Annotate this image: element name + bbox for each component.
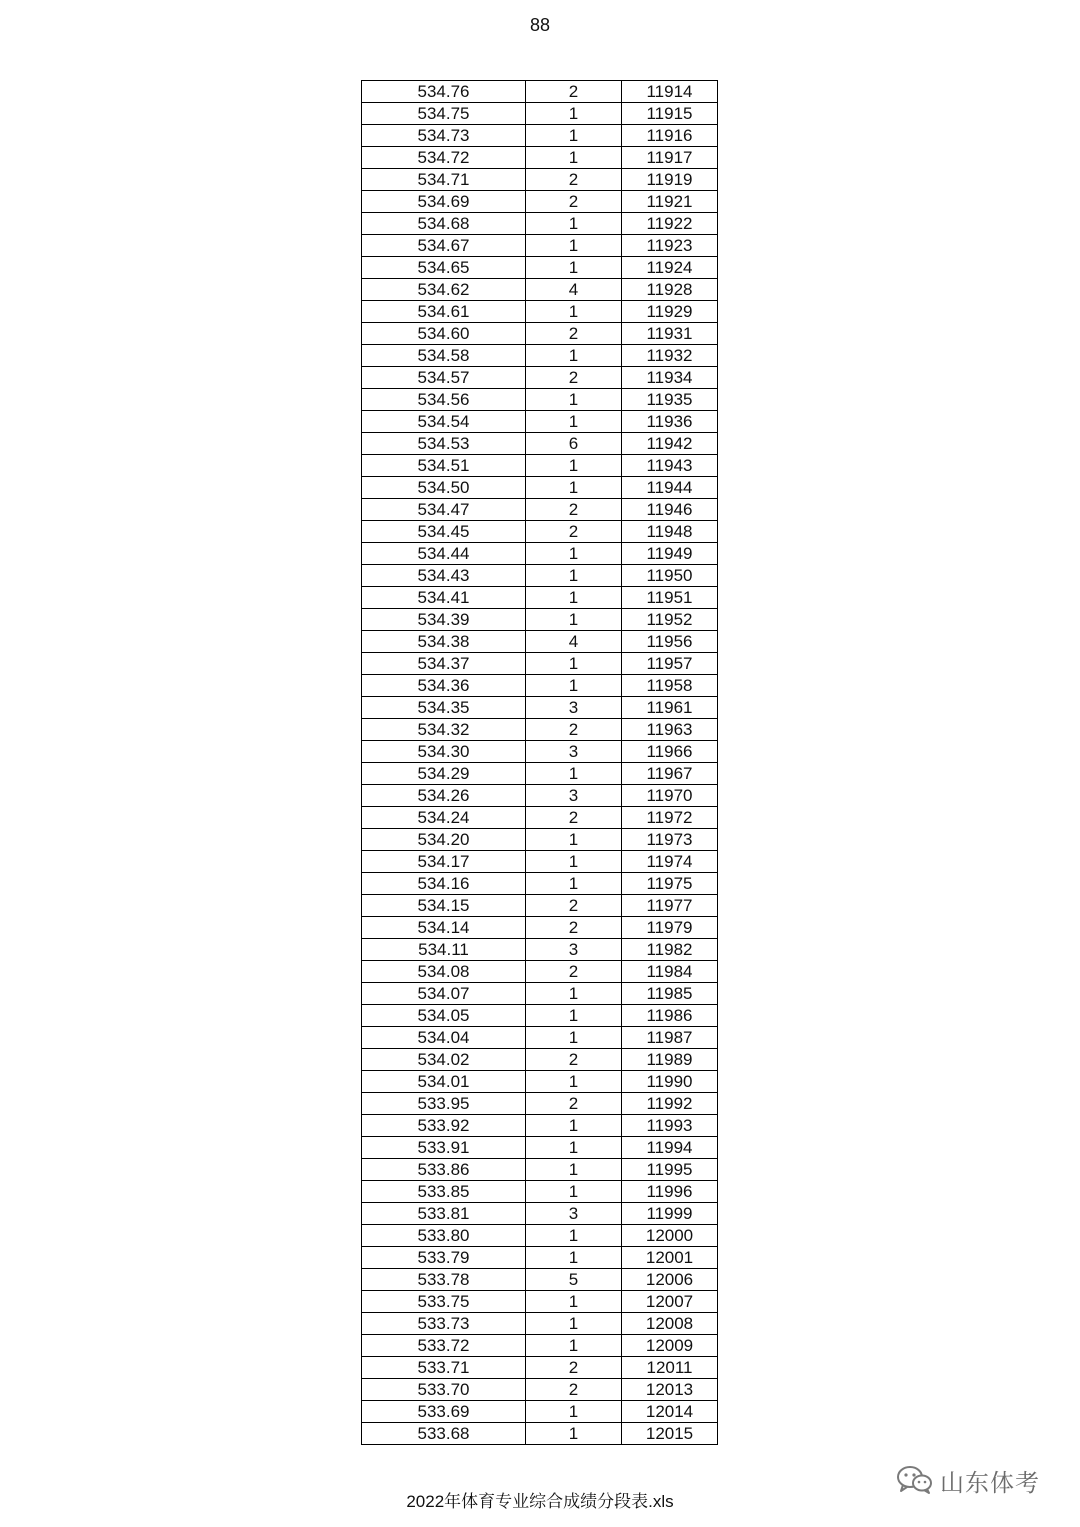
cumulative-cell: 11929 <box>622 301 718 323</box>
cumulative-cell: 11915 <box>622 103 718 125</box>
count-cell: 2 <box>526 1093 622 1115</box>
cumulative-cell: 12008 <box>622 1313 718 1335</box>
score-cell: 534.07 <box>362 983 526 1005</box>
table-row <box>362 1379 718 1401</box>
count-cell: 1 <box>526 103 622 125</box>
cumulative-cell: 12009 <box>622 1335 718 1357</box>
score-cell: 534.30 <box>362 741 526 763</box>
cumulative-cell: 11948 <box>622 521 718 543</box>
table-row <box>362 345 718 367</box>
cumulative-cell: 12006 <box>622 1269 718 1291</box>
table-row <box>362 235 718 257</box>
table-row <box>362 1027 718 1049</box>
cumulative-cell: 11949 <box>622 543 718 565</box>
count-cell: 1 <box>526 609 622 631</box>
table-row <box>362 499 718 521</box>
count-cell: 2 <box>526 367 622 389</box>
cumulative-cell: 11963 <box>622 719 718 741</box>
count-cell: 1 <box>526 1423 622 1445</box>
table-row <box>362 1005 718 1027</box>
cumulative-cell: 11931 <box>622 323 718 345</box>
score-cell: 534.58 <box>362 345 526 367</box>
table-row <box>362 829 718 851</box>
cumulative-cell: 11919 <box>622 169 718 191</box>
score-distribution-table <box>361 80 718 1445</box>
score-cell: 534.04 <box>362 1027 526 1049</box>
table-row <box>362 1159 718 1181</box>
table-row <box>362 697 718 719</box>
table-row <box>362 147 718 169</box>
count-cell: 1 <box>526 1137 622 1159</box>
score-cell: 533.69 <box>362 1401 526 1423</box>
table-row <box>362 257 718 279</box>
score-cell: 533.71 <box>362 1357 526 1379</box>
table-row <box>362 807 718 829</box>
score-cell: 534.44 <box>362 543 526 565</box>
score-cell: 534.32 <box>362 719 526 741</box>
count-cell: 1 <box>526 411 622 433</box>
table-row <box>362 741 718 763</box>
count-cell: 3 <box>526 939 622 961</box>
score-cell: 534.56 <box>362 389 526 411</box>
score-cell: 534.26 <box>362 785 526 807</box>
score-cell: 534.54 <box>362 411 526 433</box>
count-cell: 1 <box>526 675 622 697</box>
count-cell: 1 <box>526 1247 622 1269</box>
table-row <box>362 565 718 587</box>
cumulative-cell: 11982 <box>622 939 718 961</box>
table-row <box>362 521 718 543</box>
table-row <box>362 1093 718 1115</box>
table-row <box>362 191 718 213</box>
count-cell: 1 <box>526 1181 622 1203</box>
count-cell: 1 <box>526 1115 622 1137</box>
count-cell: 1 <box>526 125 622 147</box>
cumulative-cell: 11979 <box>622 917 718 939</box>
table-row <box>362 961 718 983</box>
cumulative-cell: 11922 <box>622 213 718 235</box>
table-row <box>362 1247 718 1269</box>
count-cell: 1 <box>526 873 622 895</box>
cumulative-cell: 11974 <box>622 851 718 873</box>
table-body <box>362 81 718 1445</box>
count-cell: 1 <box>526 1291 622 1313</box>
cumulative-cell: 11944 <box>622 477 718 499</box>
table-row <box>362 279 718 301</box>
score-cell: 534.45 <box>362 521 526 543</box>
count-cell: 1 <box>526 653 622 675</box>
score-cell: 533.91 <box>362 1137 526 1159</box>
score-cell: 534.14 <box>362 917 526 939</box>
table-row <box>362 455 718 477</box>
table-row <box>362 653 718 675</box>
count-cell: 1 <box>526 1159 622 1181</box>
table-row <box>362 631 718 653</box>
count-cell: 1 <box>526 1071 622 1093</box>
count-cell: 2 <box>526 499 622 521</box>
table-row <box>362 1357 718 1379</box>
count-cell: 1 <box>526 213 622 235</box>
table-row <box>362 1181 718 1203</box>
cumulative-cell: 11916 <box>622 125 718 147</box>
count-cell: 3 <box>526 697 622 719</box>
cumulative-cell: 11992 <box>622 1093 718 1115</box>
score-cell: 534.71 <box>362 169 526 191</box>
table-row <box>362 1423 718 1445</box>
table-row <box>362 81 718 103</box>
score-cell: 534.62 <box>362 279 526 301</box>
count-cell: 2 <box>526 521 622 543</box>
cumulative-cell: 11994 <box>622 1137 718 1159</box>
table-row <box>362 1269 718 1291</box>
cumulative-cell: 11914 <box>622 81 718 103</box>
cumulative-cell: 11923 <box>622 235 718 257</box>
count-cell: 1 <box>526 1313 622 1335</box>
cumulative-cell: 11950 <box>622 565 718 587</box>
count-cell: 1 <box>526 1027 622 1049</box>
table-row <box>362 675 718 697</box>
score-cell: 534.72 <box>362 147 526 169</box>
count-cell: 1 <box>526 1401 622 1423</box>
table-row <box>362 125 718 147</box>
score-cell: 534.16 <box>362 873 526 895</box>
cumulative-cell: 12007 <box>622 1291 718 1313</box>
table-row <box>362 939 718 961</box>
score-cell: 534.67 <box>362 235 526 257</box>
watermark-text: 山东体考 <box>940 1468 1040 1497</box>
cumulative-cell: 12014 <box>622 1401 718 1423</box>
cumulative-cell: 11934 <box>622 367 718 389</box>
count-cell: 1 <box>526 235 622 257</box>
cumulative-cell: 11975 <box>622 873 718 895</box>
table-row <box>362 851 718 873</box>
count-cell: 1 <box>526 257 622 279</box>
score-cell: 534.15 <box>362 895 526 917</box>
score-cell: 533.70 <box>362 1379 526 1401</box>
score-cell: 533.73 <box>362 1313 526 1335</box>
table-row <box>362 763 718 785</box>
score-cell: 533.92 <box>362 1115 526 1137</box>
table-row <box>362 103 718 125</box>
cumulative-cell: 11924 <box>622 257 718 279</box>
count-cell: 2 <box>526 719 622 741</box>
score-cell: 534.17 <box>362 851 526 873</box>
count-cell: 4 <box>526 279 622 301</box>
score-cell: 533.80 <box>362 1225 526 1247</box>
score-cell: 534.53 <box>362 433 526 455</box>
cumulative-cell: 11958 <box>622 675 718 697</box>
count-cell: 1 <box>526 983 622 1005</box>
score-cell: 534.57 <box>362 367 526 389</box>
score-cell: 534.29 <box>362 763 526 785</box>
score-cell: 533.78 <box>362 1269 526 1291</box>
score-table-container <box>361 80 718 1445</box>
score-cell: 533.95 <box>362 1093 526 1115</box>
score-cell: 533.68 <box>362 1423 526 1445</box>
score-cell: 534.36 <box>362 675 526 697</box>
score-cell: 534.41 <box>362 587 526 609</box>
cumulative-cell: 11917 <box>622 147 718 169</box>
score-cell: 534.02 <box>362 1049 526 1071</box>
table-row <box>362 1203 718 1225</box>
count-cell: 2 <box>526 1379 622 1401</box>
count-cell: 1 <box>526 301 622 323</box>
count-cell: 2 <box>526 1357 622 1379</box>
score-cell: 534.61 <box>362 301 526 323</box>
cumulative-cell: 11972 <box>622 807 718 829</box>
count-cell: 2 <box>526 169 622 191</box>
count-cell: 2 <box>526 895 622 917</box>
cumulative-cell: 11951 <box>622 587 718 609</box>
cumulative-cell: 11999 <box>622 1203 718 1225</box>
cumulative-cell: 11967 <box>622 763 718 785</box>
score-cell: 534.37 <box>362 653 526 675</box>
score-cell: 533.75 <box>362 1291 526 1313</box>
count-cell: 2 <box>526 1049 622 1071</box>
count-cell: 1 <box>526 829 622 851</box>
cumulative-cell: 11995 <box>622 1159 718 1181</box>
score-cell: 534.73 <box>362 125 526 147</box>
cumulative-cell: 11957 <box>622 653 718 675</box>
table-row <box>362 1071 718 1093</box>
table-row <box>362 719 718 741</box>
score-cell: 534.76 <box>362 81 526 103</box>
count-cell: 3 <box>526 1203 622 1225</box>
cumulative-cell: 11936 <box>622 411 718 433</box>
score-cell: 534.65 <box>362 257 526 279</box>
count-cell: 2 <box>526 191 622 213</box>
score-cell: 534.68 <box>362 213 526 235</box>
count-cell: 1 <box>526 587 622 609</box>
count-cell: 1 <box>526 565 622 587</box>
count-cell: 2 <box>526 807 622 829</box>
table-row <box>362 1137 718 1159</box>
cumulative-cell: 11990 <box>622 1071 718 1093</box>
score-cell: 534.24 <box>362 807 526 829</box>
score-cell: 533.79 <box>362 1247 526 1269</box>
cumulative-cell: 11985 <box>622 983 718 1005</box>
count-cell: 3 <box>526 741 622 763</box>
table-row <box>362 609 718 631</box>
table-row <box>362 587 718 609</box>
count-cell: 1 <box>526 1005 622 1027</box>
count-cell: 1 <box>526 763 622 785</box>
table-row <box>362 873 718 895</box>
table-row <box>362 389 718 411</box>
score-cell: 534.39 <box>362 609 526 631</box>
score-cell: 533.81 <box>362 1203 526 1225</box>
cumulative-cell: 11966 <box>622 741 718 763</box>
cumulative-cell: 11977 <box>622 895 718 917</box>
table-row <box>362 917 718 939</box>
count-cell: 2 <box>526 323 622 345</box>
score-cell: 534.38 <box>362 631 526 653</box>
score-cell: 534.60 <box>362 323 526 345</box>
cumulative-cell: 11989 <box>622 1049 718 1071</box>
table-row <box>362 301 718 323</box>
score-cell: 533.86 <box>362 1159 526 1181</box>
table-row <box>362 1401 718 1423</box>
table-row <box>362 983 718 1005</box>
cumulative-cell: 11961 <box>622 697 718 719</box>
score-cell: 534.08 <box>362 961 526 983</box>
table-row <box>362 367 718 389</box>
table-row <box>362 1313 718 1335</box>
table-row <box>362 1291 718 1313</box>
table-row <box>362 213 718 235</box>
cumulative-cell: 11932 <box>622 345 718 367</box>
score-cell: 534.69 <box>362 191 526 213</box>
table-row <box>362 543 718 565</box>
count-cell: 3 <box>526 785 622 807</box>
table-row <box>362 169 718 191</box>
count-cell: 5 <box>526 1269 622 1291</box>
cumulative-cell: 11993 <box>622 1115 718 1137</box>
count-cell: 1 <box>526 477 622 499</box>
table-row <box>362 785 718 807</box>
score-cell: 534.01 <box>362 1071 526 1093</box>
count-cell: 1 <box>526 389 622 411</box>
table-row <box>362 1335 718 1357</box>
count-cell: 1 <box>526 147 622 169</box>
score-cell: 533.85 <box>362 1181 526 1203</box>
cumulative-cell: 11973 <box>622 829 718 851</box>
count-cell: 2 <box>526 81 622 103</box>
cumulative-cell: 11928 <box>622 279 718 301</box>
cumulative-cell: 11996 <box>622 1181 718 1203</box>
score-cell: 534.11 <box>362 939 526 961</box>
table-row <box>362 1049 718 1071</box>
cumulative-cell: 11942 <box>622 433 718 455</box>
table-row <box>362 411 718 433</box>
score-cell: 534.75 <box>362 103 526 125</box>
table-row <box>362 433 718 455</box>
cumulative-cell: 12015 <box>622 1423 718 1445</box>
cumulative-cell: 11970 <box>622 785 718 807</box>
score-cell: 534.47 <box>362 499 526 521</box>
count-cell: 1 <box>526 1225 622 1247</box>
score-cell: 534.51 <box>362 455 526 477</box>
score-cell: 533.72 <box>362 1335 526 1357</box>
count-cell: 1 <box>526 1335 622 1357</box>
cumulative-cell: 11952 <box>622 609 718 631</box>
table-row <box>362 323 718 345</box>
count-cell: 1 <box>526 455 622 477</box>
count-cell: 6 <box>526 433 622 455</box>
score-cell: 534.20 <box>362 829 526 851</box>
score-cell: 534.43 <box>362 565 526 587</box>
count-cell: 1 <box>526 851 622 873</box>
table-row <box>362 1115 718 1137</box>
table-row <box>362 895 718 917</box>
cumulative-cell: 11987 <box>622 1027 718 1049</box>
cumulative-cell: 11956 <box>622 631 718 653</box>
table-row <box>362 1225 718 1247</box>
cumulative-cell: 11946 <box>622 499 718 521</box>
count-cell: 2 <box>526 917 622 939</box>
cumulative-cell: 11986 <box>622 1005 718 1027</box>
count-cell: 4 <box>526 631 622 653</box>
cumulative-cell: 11935 <box>622 389 718 411</box>
score-cell: 534.05 <box>362 1005 526 1027</box>
cumulative-cell: 11984 <box>622 961 718 983</box>
cumulative-cell: 12001 <box>622 1247 718 1269</box>
cumulative-cell: 11921 <box>622 191 718 213</box>
page-number: 88 <box>529 15 551 35</box>
score-cell: 534.35 <box>362 697 526 719</box>
count-cell: 1 <box>526 543 622 565</box>
score-cell: 534.50 <box>362 477 526 499</box>
count-cell: 2 <box>526 961 622 983</box>
footer-title: 2022年体育专业综合成绩分段表.xls <box>406 1492 674 1511</box>
table-row <box>362 477 718 499</box>
cumulative-cell: 12013 <box>622 1379 718 1401</box>
cumulative-cell: 11943 <box>622 455 718 477</box>
count-cell: 1 <box>526 345 622 367</box>
cumulative-cell: 12011 <box>622 1357 718 1379</box>
cumulative-cell: 12000 <box>622 1225 718 1247</box>
